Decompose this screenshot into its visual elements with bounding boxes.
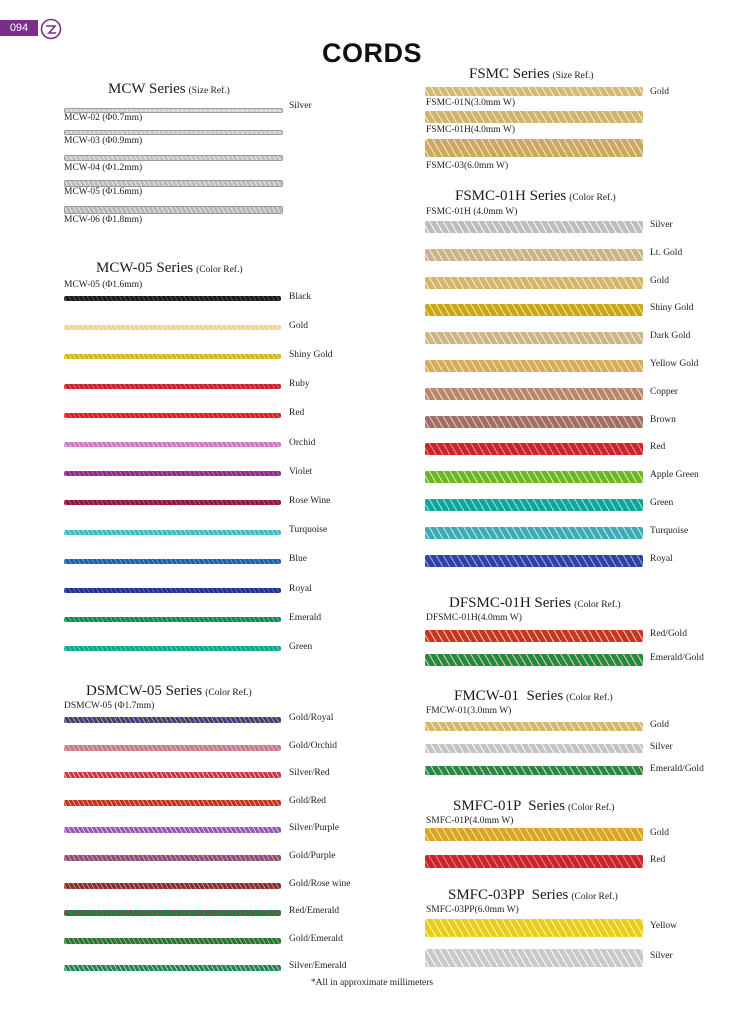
sample-label-mcw-02: MCW-02 (Φ0.7mm) bbox=[64, 113, 143, 123]
section-ref: (Color Ref.) bbox=[196, 265, 243, 275]
section-title-text: DSMCW-05 Series bbox=[86, 683, 203, 699]
cord-sample-red-gold bbox=[425, 630, 643, 642]
cord-sample-gold-purple bbox=[64, 855, 281, 861]
color-label-gold: Gold bbox=[650, 827, 669, 838]
cord-sample-mcw-04 bbox=[64, 155, 283, 161]
color-label-red: Red bbox=[650, 442, 666, 453]
color-label-silver: Silver bbox=[650, 220, 673, 230]
color-label-violet: Violet bbox=[289, 466, 313, 477]
cord-sample-apple-green bbox=[425, 471, 643, 483]
cord-sample-mcw-06 bbox=[64, 206, 283, 214]
section-title-text: FMCW-01 Series bbox=[454, 688, 564, 704]
color-label-turquoise: Turquoise bbox=[289, 525, 328, 536]
color-label-yellow: Yellow bbox=[650, 921, 678, 931]
sample-label-fsmc-01h: FSMC-01H(4.0mm W) bbox=[426, 125, 516, 135]
color-label-gold-rose-wine: Gold/Rose wine bbox=[289, 878, 351, 889]
section-ref: (Color Ref.) bbox=[571, 892, 618, 902]
color-label-gold-royal: Gold/Royal bbox=[289, 713, 334, 723]
section-title-text: FSMC Series bbox=[469, 66, 550, 82]
sample-label-fsmc-01n: FSMC-01N(3.0mm W) bbox=[426, 98, 516, 108]
section-title-text: SMFC-01P Series bbox=[453, 798, 565, 814]
cord-sample-silver-red bbox=[64, 772, 281, 778]
cord-sample-turquoise bbox=[425, 527, 643, 539]
section-title-fsmc01h-color bbox=[455, 188, 616, 205]
section-title-smfc01p-color bbox=[453, 798, 614, 815]
cord-sample-fsmc-01n bbox=[425, 87, 643, 96]
cord-sample-red bbox=[425, 443, 643, 455]
cord-sample-gold bbox=[64, 325, 281, 330]
color-label-red: Red bbox=[289, 408, 305, 419]
sample-label-mcw-06: MCW-06 (Φ1.8mm) bbox=[64, 215, 143, 225]
cord-sample-yellow bbox=[425, 919, 643, 937]
color-label-brown: Brown bbox=[650, 414, 676, 425]
cord-sample-mcw-05 bbox=[64, 180, 283, 187]
sample-label-mcw-04: MCW-04 (Φ1.2mm) bbox=[64, 163, 143, 173]
cord-sample-green bbox=[64, 646, 281, 651]
section-subhead: DFSMC-01H(4.0mm W) bbox=[426, 613, 522, 623]
cord-sample-rose-wine bbox=[64, 500, 281, 505]
color-label-rose-wine: Rose Wine bbox=[289, 495, 331, 506]
page-number: 094 bbox=[0, 20, 38, 36]
color-label-red-emerald: Red/Emerald bbox=[289, 906, 340, 917]
cord-sample-fsmc-03 bbox=[425, 139, 643, 157]
section-subhead: MCW-05 (Φ1.6mm) bbox=[64, 280, 143, 290]
color-label-gold-orchid: Gold/Orchid bbox=[289, 740, 338, 751]
cord-sample-black bbox=[64, 296, 281, 301]
cord-sample-orchid bbox=[64, 442, 281, 447]
cord-sample-gold bbox=[425, 722, 643, 731]
section-ref: (Color Ref.) bbox=[205, 688, 252, 698]
cord-sample-turquoise bbox=[64, 530, 281, 535]
color-label-emerald: Emerald bbox=[289, 612, 322, 623]
section-title-mcw05-color bbox=[96, 260, 243, 277]
cord-sample-shiny-gold bbox=[425, 304, 643, 316]
color-label-silver: Silver bbox=[289, 101, 312, 111]
section-title-text: DFSMC-01H Series bbox=[449, 595, 572, 611]
color-label-gold: Gold bbox=[289, 320, 308, 331]
section-title-fmcw01-color bbox=[454, 688, 613, 705]
cord-sample-silver bbox=[425, 949, 643, 967]
sample-label-mcw-03: MCW-03 (Φ0.9mm) bbox=[64, 136, 143, 146]
cord-sample-mcw-03 bbox=[64, 130, 283, 135]
cord-sample-silver bbox=[425, 744, 643, 753]
color-label-lt-gold: Lt. Gold bbox=[650, 247, 683, 258]
cord-sample-ruby bbox=[64, 384, 281, 389]
color-label-green: Green bbox=[289, 641, 313, 652]
color-label-green: Green bbox=[650, 498, 674, 508]
cord-sample-lt-gold bbox=[425, 249, 643, 261]
section-title-dsmcw05-color bbox=[86, 683, 252, 700]
color-label-copper: Copper bbox=[650, 386, 678, 397]
cord-sample-violet bbox=[64, 471, 281, 476]
cord-sample-silver bbox=[425, 221, 643, 233]
color-label-red-gold: Red/Gold bbox=[650, 629, 687, 639]
footnote: *All in approximate millimeters bbox=[310, 978, 434, 988]
color-label-gold: Gold bbox=[650, 275, 669, 286]
section-subhead: SMFC-03PP(6.0mm W) bbox=[426, 905, 519, 915]
color-label-silver: Silver bbox=[650, 741, 673, 752]
color-label-shiny-gold: Shiny Gold bbox=[650, 303, 694, 314]
section-subhead: DSMCW-05 (Φ1.7mm) bbox=[64, 701, 155, 711]
color-label-yellow-gold: Yellow Gold bbox=[650, 359, 699, 369]
color-label-gold-purple: Gold/Purple bbox=[289, 851, 336, 861]
cord-sample-gold-orchid bbox=[64, 745, 281, 751]
section-ref: (Size Ref.) bbox=[188, 86, 230, 96]
cord-sample-dark-gold bbox=[425, 332, 643, 344]
color-label-silver-emerald: Silver/Emerald bbox=[289, 961, 347, 972]
cord-sample-brown bbox=[425, 416, 643, 428]
cord-sample-emerald-gold bbox=[425, 766, 643, 775]
cord-sample-emerald-gold bbox=[425, 654, 643, 666]
section-ref: (Color Ref.) bbox=[567, 803, 615, 813]
cord-sample-gold-rose-wine bbox=[64, 883, 281, 889]
cord-sample-green bbox=[425, 499, 643, 511]
cord-sample-gold bbox=[425, 828, 643, 841]
color-label-apple-green: Apple Green bbox=[650, 470, 699, 481]
section-ref: (Size Ref.) bbox=[552, 71, 594, 81]
section-title-text: MCW-05 Series bbox=[96, 260, 194, 276]
cord-sample-yellow-gold bbox=[425, 360, 643, 372]
section-title-text: MCW Series bbox=[108, 81, 186, 97]
section-ref: (Color Ref.) bbox=[569, 193, 616, 203]
color-label-dark-gold: Dark Gold bbox=[650, 331, 691, 342]
section-ref: (Color Ref.) bbox=[574, 600, 621, 610]
cord-sample-silver-purple bbox=[64, 827, 281, 833]
section-title-text: SMFC-03PP Series bbox=[448, 887, 569, 903]
color-label-shiny-gold: Shiny Gold bbox=[289, 349, 333, 360]
cord-sample-gold-emerald bbox=[64, 938, 281, 944]
cord-sample-red bbox=[64, 413, 281, 418]
color-label-turquoise: Turquoise bbox=[650, 525, 689, 536]
cord-sample-royal bbox=[64, 588, 281, 593]
color-label-gold-emerald: Gold/Emerald bbox=[289, 933, 343, 944]
cord-sample-gold-red bbox=[64, 800, 281, 806]
section-ref: (Color Ref.) bbox=[566, 693, 613, 703]
section-subhead: FMCW-01(3.0mm W) bbox=[426, 706, 512, 716]
cord-sample-red bbox=[425, 855, 643, 868]
brand-logo-icon bbox=[40, 18, 62, 40]
cord-sample-red-emerald bbox=[64, 910, 281, 916]
cord-sample-emerald bbox=[64, 617, 281, 622]
section-title-mcw-size bbox=[108, 81, 230, 98]
cord-sample-shiny-gold bbox=[64, 354, 281, 359]
color-label-gold: Gold bbox=[650, 719, 669, 730]
cord-sample-fsmc-01h bbox=[425, 111, 643, 123]
section-title-text: FSMC-01H Series bbox=[455, 188, 567, 204]
color-label-black: Black bbox=[289, 291, 312, 302]
color-label-silver: Silver bbox=[650, 951, 673, 961]
color-label-emerald-gold: Emerald/Gold bbox=[650, 653, 704, 663]
cord-sample-blue bbox=[64, 559, 281, 564]
color-label-orchid: Orchid bbox=[289, 437, 316, 448]
color-label-gold: Gold bbox=[650, 87, 669, 97]
color-label-emerald-gold: Emerald/Gold bbox=[650, 763, 704, 774]
color-label-red: Red bbox=[650, 854, 666, 865]
section-title-fsmc-size bbox=[469, 66, 594, 83]
page-title: CORDS bbox=[321, 38, 422, 68]
color-label-royal: Royal bbox=[650, 553, 673, 564]
color-label-gold-red: Gold/Red bbox=[289, 795, 326, 806]
section-subhead: FSMC-01H (4.0mm W) bbox=[426, 207, 518, 217]
section-title-smfc03pp-color bbox=[448, 887, 618, 904]
cord-sample-gold-royal bbox=[64, 717, 281, 723]
color-label-ruby: Ruby bbox=[289, 379, 310, 390]
cord-sample-copper bbox=[425, 388, 643, 400]
cord-sample-gold bbox=[425, 277, 643, 289]
section-title-dfsmc01h-color bbox=[449, 595, 621, 612]
color-label-silver-purple: Silver/Purple bbox=[289, 823, 340, 834]
color-label-royal: Royal bbox=[289, 583, 312, 594]
color-label-silver-red: Silver/Red bbox=[289, 768, 330, 779]
color-label-blue: Blue bbox=[289, 554, 307, 565]
cord-sample-silver-emerald bbox=[64, 965, 281, 971]
sample-label-fsmc-03: FSMC-03(6.0mm W) bbox=[426, 161, 509, 171]
cord-sample-royal bbox=[425, 555, 643, 567]
sample-label-mcw-05: MCW-05 (Φ1.6mm) bbox=[64, 187, 143, 197]
section-subhead: SMFC-01P(4.0mm W) bbox=[426, 816, 514, 826]
